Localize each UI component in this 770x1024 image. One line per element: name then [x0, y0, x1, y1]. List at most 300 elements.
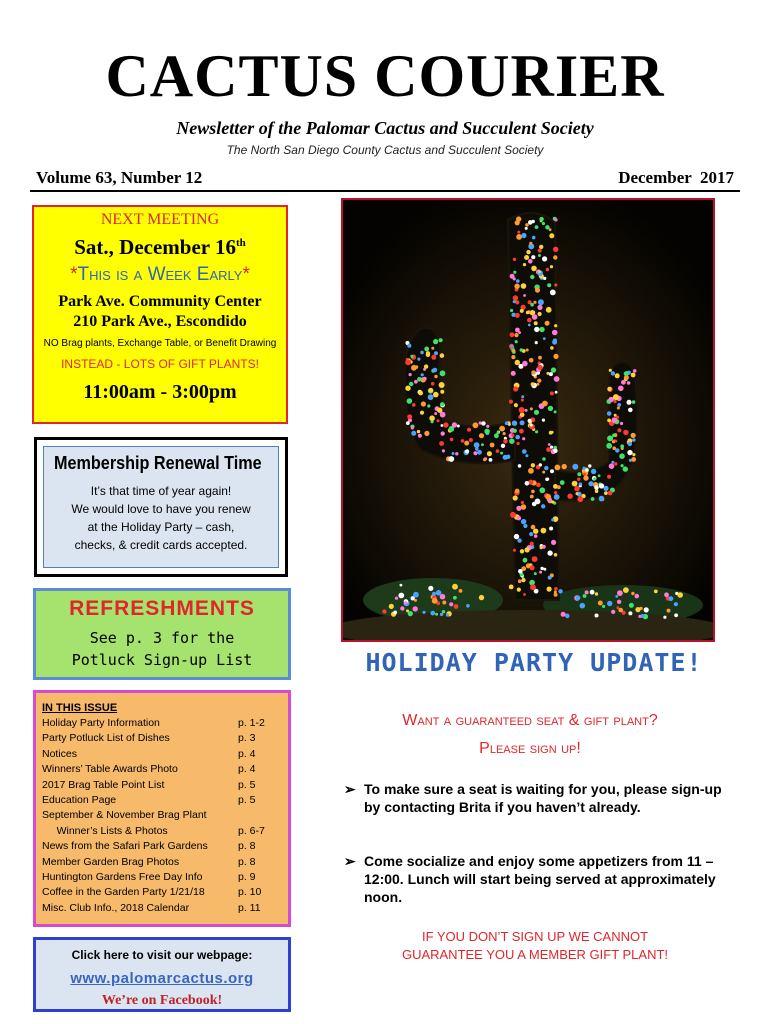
light-dot — [669, 596, 674, 601]
issue-item-title: Coffee in the Garden Party 1/21/18 — [42, 886, 205, 899]
light-dot — [517, 588, 521, 592]
light-dot — [405, 359, 411, 365]
light-dot — [607, 411, 612, 416]
light-dot — [500, 452, 503, 455]
light-dot — [576, 492, 579, 495]
light-dot — [623, 430, 628, 435]
light-dot — [599, 496, 605, 502]
light-dot — [546, 268, 549, 271]
light-dot — [616, 606, 619, 609]
light-dot — [537, 305, 542, 310]
light-dot — [477, 450, 482, 455]
light-dot — [539, 487, 545, 493]
meeting-date — [34, 235, 286, 260]
light-dot — [448, 456, 454, 462]
light-dot — [629, 603, 634, 608]
light-dot — [531, 463, 535, 467]
membership-line: It’s that time of year again! — [90, 484, 232, 498]
light-dot — [521, 399, 524, 402]
light-dot — [452, 584, 458, 590]
light-dot — [499, 426, 505, 432]
light-dot — [540, 546, 543, 549]
light-dot — [515, 220, 520, 225]
light-dot — [594, 485, 599, 490]
light-dot — [585, 468, 588, 471]
light-dot — [512, 421, 517, 426]
location-address: 210 Park Ave., Escondido — [73, 313, 247, 330]
light-dot — [611, 371, 615, 375]
light-dot — [452, 452, 455, 455]
membership-renewal-panel — [43, 446, 279, 568]
issue-item-page: p. 5 — [238, 778, 256, 791]
light-dot — [517, 231, 520, 234]
light-dot — [412, 403, 416, 407]
light-dot — [542, 401, 548, 407]
signup-warning-line: IF YOU DON’T SIGN UP WE CANNOT — [421, 929, 649, 944]
light-dot — [513, 429, 517, 433]
light-dot — [546, 478, 549, 481]
light-dot — [663, 616, 666, 619]
light-dot — [435, 613, 438, 616]
light-dot — [598, 601, 603, 606]
light-dot — [527, 318, 532, 323]
issue-item-page: p. 3 — [238, 732, 256, 745]
light-dot — [431, 382, 435, 386]
light-dot — [614, 400, 617, 403]
light-dot — [516, 506, 521, 511]
light-dot — [523, 558, 528, 563]
light-dot — [631, 592, 634, 595]
light-dot — [549, 372, 553, 376]
light-dot — [517, 442, 520, 445]
light-dot — [677, 592, 683, 598]
light-dot — [481, 443, 484, 446]
issue-item-title: September & November Brag Plant — [42, 809, 207, 822]
light-dot — [530, 542, 534, 546]
light-dot — [521, 519, 526, 524]
light-dot — [613, 394, 619, 400]
issue-item[interactable] — [42, 762, 282, 777]
light-dot — [628, 408, 633, 413]
light-dot — [604, 491, 608, 495]
light-dot — [631, 457, 636, 462]
light-dot — [514, 284, 519, 289]
light-dot — [547, 587, 552, 592]
light-dot — [545, 321, 550, 326]
light-dot — [521, 578, 525, 582]
light-dot — [487, 451, 492, 456]
light-dot — [432, 368, 437, 373]
membership-title: Membership Renewal Time — [54, 453, 262, 473]
light-dot — [431, 355, 436, 360]
light-dot — [541, 528, 547, 534]
light-dot — [423, 377, 427, 381]
light-dot — [612, 440, 615, 443]
light-dot — [535, 341, 538, 344]
light-dot — [442, 449, 445, 452]
light-dot — [537, 379, 541, 383]
light-dot — [434, 375, 437, 378]
light-dot — [529, 532, 533, 536]
light-dot — [585, 590, 589, 594]
light-dot — [565, 614, 569, 618]
issue-item[interactable] — [42, 855, 282, 870]
volume-number: Volume 63, Number 12 — [36, 168, 203, 187]
light-dot — [550, 290, 556, 296]
light-dot — [628, 442, 632, 446]
light-dot — [633, 369, 637, 373]
light-dot — [553, 255, 557, 259]
issue-item[interactable] — [42, 716, 282, 731]
light-dot — [547, 283, 551, 287]
light-dot — [540, 567, 543, 570]
light-dot — [484, 429, 489, 434]
light-dot — [515, 328, 520, 333]
light-dot — [611, 461, 614, 464]
light-dot — [530, 424, 533, 427]
issue-item-page: p. 10 — [238, 886, 262, 899]
signup-warning — [340, 928, 730, 964]
light-dot — [528, 468, 534, 474]
light-dot — [525, 227, 528, 230]
light-dot — [617, 428, 621, 432]
light-dot — [453, 596, 457, 600]
light-dot — [557, 485, 561, 489]
issue-item[interactable] — [42, 793, 282, 808]
light-dot — [414, 380, 418, 384]
light-dot — [551, 540, 556, 545]
light-dot — [479, 421, 482, 424]
light-dot — [437, 408, 442, 413]
light-dot — [550, 346, 554, 350]
light-dot — [532, 556, 538, 562]
light-dot — [595, 592, 598, 595]
light-dot — [411, 431, 416, 436]
light-dot — [479, 595, 484, 600]
light-dot — [442, 601, 446, 605]
light-dot — [398, 593, 404, 599]
light-dot — [452, 422, 457, 427]
light-dot — [428, 394, 434, 400]
light-dot — [522, 437, 525, 440]
light-dot — [621, 464, 624, 467]
light-dot — [620, 422, 623, 425]
light-dot — [583, 473, 586, 476]
light-dot — [526, 311, 530, 315]
light-dot — [429, 388, 434, 393]
light-dot — [513, 386, 518, 391]
light-dot — [554, 494, 560, 500]
light-dot — [624, 371, 629, 376]
light-dot — [591, 469, 596, 474]
light-dot — [550, 469, 554, 473]
light-dot — [497, 431, 500, 434]
light-dot — [511, 371, 516, 376]
cactus-lights-photo — [341, 198, 715, 642]
light-dot — [421, 373, 424, 376]
webpage-box — [33, 937, 291, 1012]
light-dot — [577, 478, 580, 481]
light-dot — [535, 288, 540, 293]
light-dot — [461, 439, 465, 443]
light-dot — [514, 403, 518, 407]
issue-item[interactable] — [42, 901, 282, 916]
light-dot — [406, 609, 409, 612]
issue-list — [42, 716, 282, 916]
light-dot — [535, 499, 541, 505]
light-dot — [537, 365, 542, 370]
light-dot — [520, 348, 523, 351]
issue-item-title: News from the Safari Park Gardens — [42, 840, 208, 853]
light-dot — [528, 324, 531, 327]
light-dot — [532, 236, 536, 240]
light-dot — [554, 376, 560, 382]
issue-item-page: p. 11 — [238, 901, 261, 914]
light-dot — [631, 433, 636, 438]
light-dot — [607, 387, 611, 391]
light-dot — [539, 245, 543, 249]
light-dot — [529, 358, 534, 363]
light-dot — [530, 407, 533, 410]
light-dot — [554, 283, 557, 286]
light-dot — [545, 225, 549, 229]
light-dot — [612, 417, 618, 423]
issue-item-page: p. 1-2 — [238, 717, 265, 729]
light-dot — [496, 449, 500, 453]
bullet-socialize — [344, 852, 724, 906]
light-dot — [515, 300, 519, 304]
light-dot — [407, 344, 411, 348]
light-dot — [595, 489, 599, 493]
light-dot — [534, 321, 538, 325]
light-dot — [475, 447, 479, 451]
light-dot — [439, 338, 443, 342]
light-dot — [553, 247, 558, 252]
light-dot — [620, 444, 624, 448]
light-dot — [521, 501, 524, 504]
light-dot — [595, 614, 599, 618]
facebook-link[interactable]: We’re on Facebook! — [101, 993, 223, 1008]
light-dot — [530, 275, 534, 279]
light-dot — [562, 464, 567, 469]
light-dot — [503, 455, 508, 460]
light-dot — [517, 538, 521, 542]
light-dot — [521, 504, 527, 510]
light-dot — [530, 303, 534, 307]
light-dot — [599, 483, 604, 488]
light-dot — [583, 594, 587, 598]
light-dot — [467, 428, 471, 432]
light-dot — [572, 481, 578, 487]
light-dot — [395, 597, 398, 600]
bullet-text: Come socialize and enjoy some appetizers from 11 – 12:00. Lunch will start being served at approximately noon. — [364, 853, 716, 905]
light-dot — [436, 590, 442, 596]
light-dot — [437, 419, 440, 422]
light-dot — [548, 406, 553, 411]
light-dot — [546, 307, 552, 313]
light-dot — [432, 592, 436, 596]
light-dot — [534, 572, 537, 575]
light-dot — [521, 395, 524, 398]
light-dot — [538, 356, 542, 360]
light-dot — [515, 313, 520, 318]
issue-item[interactable] — [42, 885, 282, 900]
light-dot — [538, 254, 541, 257]
light-dot — [623, 587, 629, 593]
light-dot — [530, 584, 536, 590]
light-dot — [439, 441, 444, 446]
issue-item-title: Winners’ Table Awards Photo — [42, 763, 178, 776]
light-dot — [520, 549, 524, 553]
light-dot — [635, 594, 640, 599]
light-dot — [632, 438, 635, 441]
light-dot — [509, 585, 514, 590]
light-dot — [407, 414, 412, 419]
light-dot — [674, 602, 678, 606]
light-dot — [627, 450, 632, 455]
membership-line: checks, & credit cards accepted. — [74, 538, 248, 552]
light-dot — [515, 435, 520, 440]
issue-item[interactable] — [42, 747, 282, 762]
issue-item[interactable] — [42, 839, 282, 854]
light-dot — [424, 431, 429, 436]
light-dot — [441, 424, 444, 427]
light-dot — [511, 355, 515, 359]
light-dot — [619, 453, 625, 459]
light-dot — [614, 414, 617, 417]
light-dot — [528, 419, 532, 423]
light-dot — [615, 373, 620, 378]
issue-item[interactable] — [42, 808, 282, 823]
light-dot — [513, 271, 516, 274]
light-dot — [515, 360, 520, 365]
light-dot — [607, 419, 611, 423]
light-dot — [533, 529, 538, 534]
light-dot — [513, 295, 518, 300]
refreshments-line: See p. 3 for the — [89, 629, 235, 647]
refreshments-heading: REFRESHMENTS — [69, 597, 255, 620]
light-dot — [440, 370, 446, 376]
issue-item-page: p. 6-7 — [238, 824, 265, 837]
light-dot — [538, 270, 541, 273]
issue-item[interactable] — [42, 824, 282, 839]
arrow-bullet-icon: ➢ — [344, 781, 356, 797]
light-dot — [598, 474, 601, 477]
light-dot — [536, 483, 541, 488]
light-dot — [623, 466, 628, 471]
light-dot — [548, 443, 551, 446]
issue-item-title: Member Garden Brag Photos — [42, 855, 180, 868]
bullet-text: To make sure a seat is waiting for you, please sign-up by contacting Brita if you haven’t already. — [364, 781, 722, 815]
light-dot — [440, 353, 445, 358]
light-dot — [545, 494, 551, 500]
light-dot — [455, 452, 458, 455]
light-dot — [532, 314, 538, 320]
signup-warning-line: GUARANTEE YOU A MEMBER GIFT PLANT! — [401, 947, 669, 962]
light-dot — [632, 453, 635, 456]
light-dot — [567, 494, 572, 499]
meeting-date-text: Sat., December 16 — [74, 235, 236, 259]
light-dot — [511, 434, 514, 437]
light-dot — [548, 576, 552, 580]
meeting-time: 11:00am - 3:00pm — [83, 381, 237, 403]
light-dot — [440, 402, 444, 406]
light-dot — [519, 429, 524, 434]
issue-item-page: p. 8 — [238, 840, 256, 853]
light-dot — [503, 439, 508, 444]
light-dot — [427, 404, 430, 407]
issue-item-title: Education Page — [42, 794, 117, 807]
issue-item[interactable] — [42, 731, 282, 746]
light-dot — [513, 495, 518, 500]
light-dot — [550, 265, 553, 268]
light-dot — [621, 380, 626, 385]
issue-item[interactable] — [42, 778, 282, 793]
light-dot — [539, 217, 543, 221]
light-dot — [404, 601, 407, 604]
light-dot — [518, 579, 522, 583]
light-dot — [577, 472, 581, 476]
light-dot — [516, 234, 522, 240]
light-dot — [424, 364, 428, 368]
light-dot — [617, 590, 623, 596]
light-dot — [481, 421, 485, 425]
membership-text — [44, 482, 278, 554]
light-dot — [432, 598, 438, 604]
light-dot — [617, 407, 620, 410]
light-dot — [517, 516, 522, 521]
light-dot — [603, 486, 608, 491]
light-dot — [549, 527, 553, 531]
light-dot — [617, 403, 621, 407]
light-dot — [406, 421, 410, 425]
light-dot — [407, 398, 413, 404]
light-dot — [535, 225, 539, 229]
light-dot — [521, 233, 526, 238]
light-dot — [635, 607, 640, 612]
light-dot — [583, 475, 588, 480]
gift-plants-notice: INSTEAD - LOTS OF GIFT PLANTS! — [61, 357, 259, 371]
light-dot — [549, 233, 554, 238]
light-dot — [554, 324, 557, 327]
webpage-prompt[interactable]: Click here to visit our webpage: — [71, 948, 253, 962]
light-dot — [422, 611, 425, 614]
light-dot — [509, 439, 514, 444]
in-this-issue-heading: IN THIS ISSUE — [42, 702, 118, 714]
light-dot — [421, 401, 426, 406]
bullet-signup — [344, 780, 724, 816]
light-dot — [424, 347, 429, 352]
light-dot — [522, 361, 528, 367]
light-dot — [561, 612, 566, 617]
light-dot — [593, 477, 596, 480]
light-dot — [618, 608, 623, 613]
light-dot — [667, 609, 671, 613]
issue-item[interactable] — [42, 870, 282, 885]
light-dot — [510, 512, 516, 518]
issue-item-page: p. 4 — [238, 763, 256, 776]
light-dot — [410, 355, 413, 358]
week-early-text: This is a Week Early — [77, 264, 243, 285]
light-dot — [429, 415, 435, 421]
light-dot — [612, 434, 616, 438]
light-dot — [627, 400, 632, 405]
light-dot — [553, 354, 558, 359]
light-dot — [531, 255, 535, 259]
light-dot — [483, 458, 486, 461]
light-dot — [534, 410, 539, 415]
website-link[interactable]: www.palomarcactus.org — [70, 970, 254, 987]
